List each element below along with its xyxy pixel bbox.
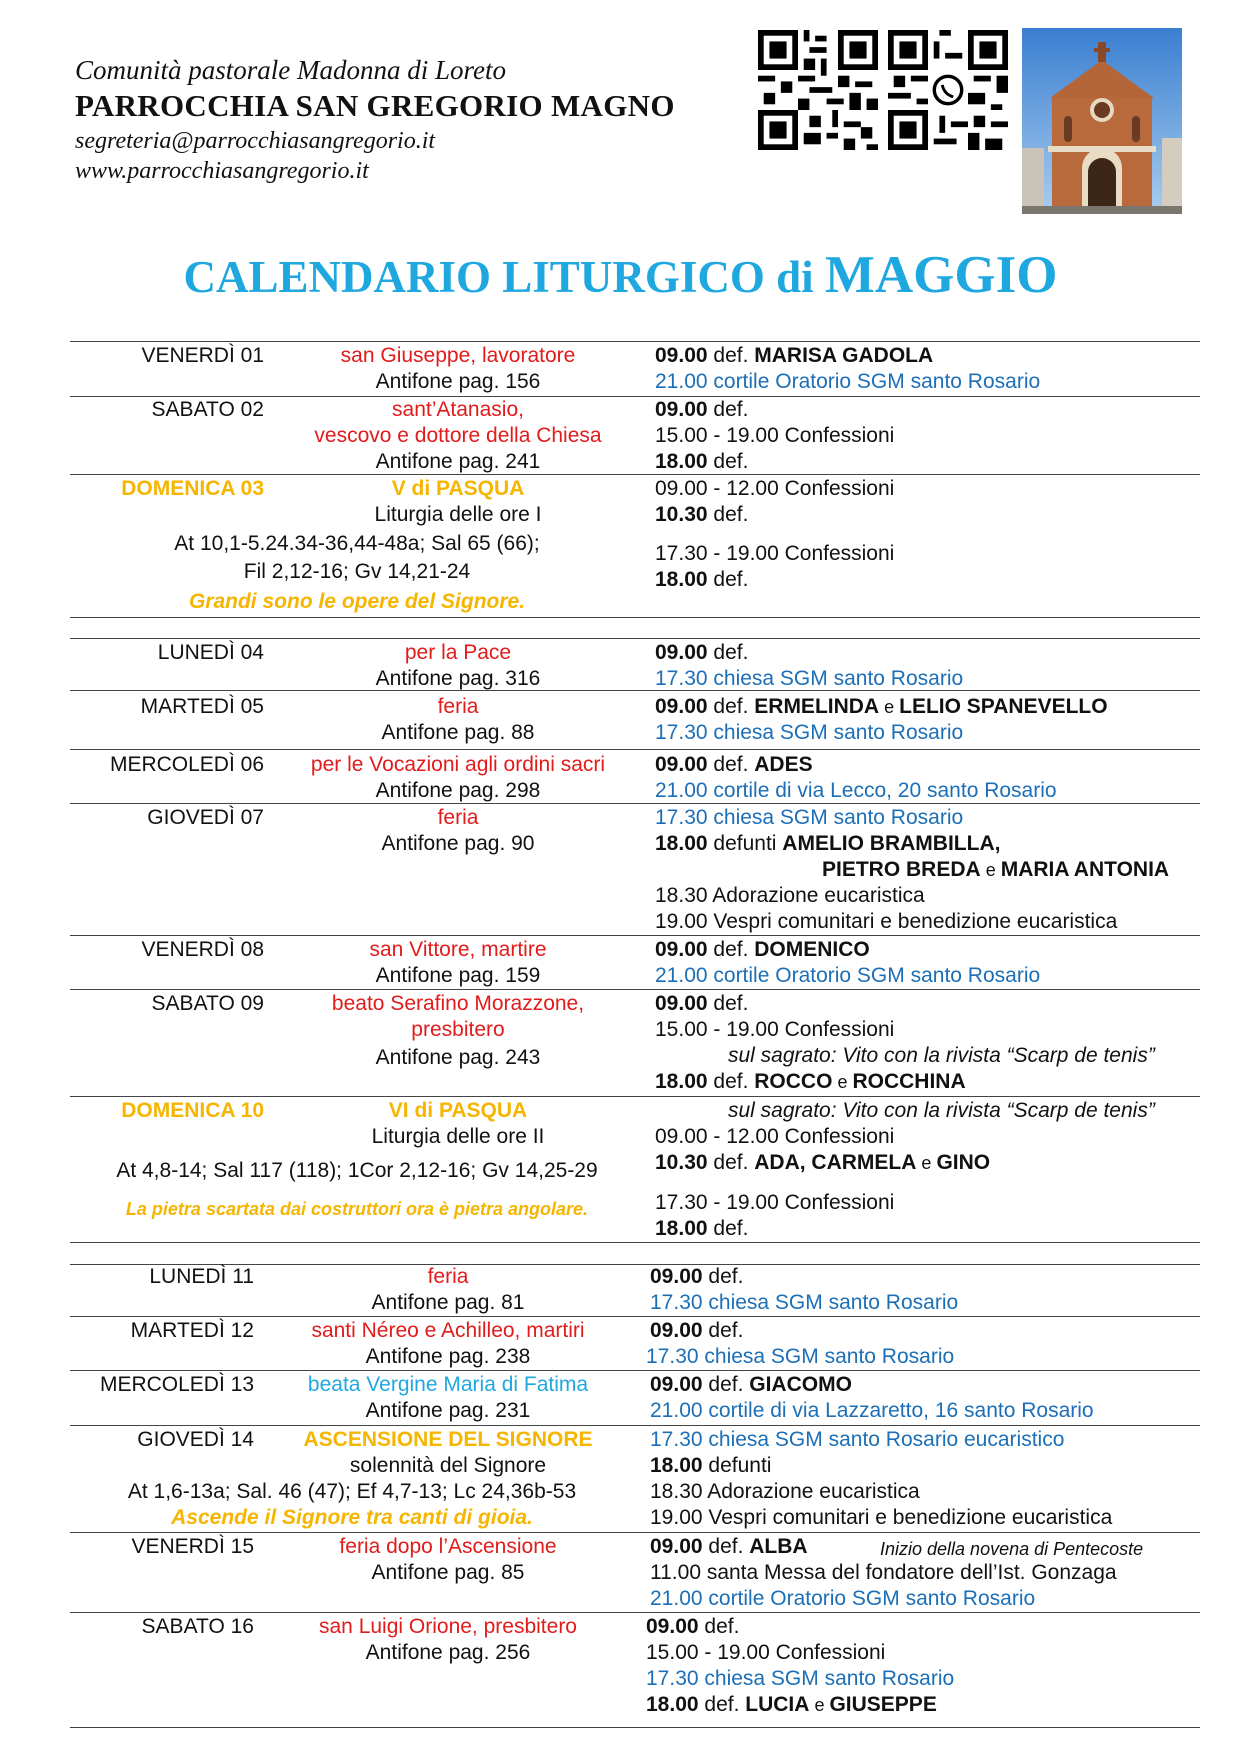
feast-name: VI di PASQUA: [388, 1099, 528, 1122]
feast-name: feria: [427, 1265, 469, 1288]
row-divider: [70, 749, 1200, 750]
readings-cont: Fil 2,12-16; Gv 14,21-24: [243, 560, 471, 583]
rosary-event: 21.00 cortile Oratorio SGM santo Rosario: [655, 964, 1041, 987]
mass-intention-cont: PIETRO BREDA e MARIA ANTONIA: [822, 858, 1170, 881]
row-divider: [70, 474, 1200, 475]
mass-intention: 10.30 def.: [655, 503, 749, 526]
rosary-event: 17.30 chiesa SGM santo Rosario: [655, 667, 964, 690]
feast-name: beato Serafino Morazzone,: [331, 992, 585, 1015]
feast-name: san Vittore, martire: [369, 938, 547, 961]
parish-website[interactable]: www.parrocchiasangregorio.it: [75, 158, 369, 184]
feast-name: san Giuseppe, lavoratore: [340, 344, 576, 367]
antifone-ref: Antifone pag. 156: [375, 370, 541, 393]
feast-name: feria: [437, 695, 479, 718]
rosary-event: 17.30 chiesa SGM santo Rosario: [646, 1667, 955, 1690]
mass-intention: 09.00 def. ERMELINDA e LELIO SPANEVELLO: [655, 695, 1108, 718]
church-photo: [1022, 28, 1182, 214]
mass-intention: 18.00 defunti: [650, 1454, 772, 1477]
readings: At 1,6-13a; Sal. 46 (47); Ef 4,7-13; Lc 24,36b-53: [127, 1480, 577, 1503]
feast-name: ASCENSIONE DEL SIGNORE: [303, 1428, 593, 1451]
row-divider: [70, 989, 1200, 990]
row-divider: [70, 1612, 1200, 1613]
feast-name: sant’Atanasio,: [392, 398, 524, 421]
mass-intention: 18.00 def.: [655, 568, 749, 591]
day-label: VENERDÌ 08: [141, 938, 264, 961]
mass-intention: 18.00 def.: [655, 450, 749, 473]
feast-name: per la Pace: [404, 641, 512, 664]
rosary-event: 17.30 chiesa SGM santo Rosario: [646, 1345, 955, 1368]
mass-intention: 09.00 def.: [655, 992, 749, 1015]
day-label: MERCOLEDÌ 06: [109, 753, 264, 776]
row-divider: [70, 690, 1200, 691]
confession-event: 15.00 - 19.00 Confessioni: [646, 1641, 886, 1664]
rosary-event: 21.00 cortile di via Lazzaretto, 16 santo Rosario: [650, 1399, 1094, 1422]
rosary-event: 17.30 chiesa SGM santo Rosario eucaristico: [650, 1428, 1065, 1451]
psalm-response: Grandi sono le opere del Signore.: [188, 590, 526, 613]
confession-event: 15.00 - 19.00 Confessioni: [655, 424, 895, 447]
vespers-event: 19.00 Vespri comunitari e benedizione eucaristica: [650, 1506, 1113, 1529]
rosary-event: 21.00 cortile Oratorio SGM santo Rosario: [655, 370, 1041, 393]
feast-name: san Luigi Orione, presbitero: [319, 1615, 577, 1638]
psalm-response: Ascende il Signore tra canti di gioia.: [171, 1506, 533, 1529]
feast-name-cont: presbitero: [411, 1018, 505, 1041]
parish-name: PARROCCHIA SAN GREGORIO MAGNO: [75, 88, 675, 123]
row-divider: [70, 1727, 1200, 1728]
mass-intention: 09.00 def. GIACOMO: [650, 1373, 852, 1396]
antifone-ref: Antifone pag. 243: [375, 1046, 541, 1069]
day-label: SABATO 16: [141, 1615, 254, 1638]
feast-name: feria dopo l’Ascensione: [339, 1535, 557, 1558]
adoration-event: 18.30 Adorazione eucaristica: [655, 884, 925, 907]
readings: At 10,1-5.24.34-36,44-48a; Sal 65 (66);: [174, 532, 540, 555]
confession-event: 17.30 - 19.00 Confessioni: [655, 542, 895, 565]
solemnity-label: solennità del Signore: [349, 1454, 547, 1477]
row-divider: [70, 638, 1200, 639]
mass-intention: 09.00 def. ADES: [655, 753, 813, 776]
psalm-response: La pietra scartata dai costruttori ora è pietra angolare.: [125, 1199, 589, 1219]
mass-intention: 10.30 def. ADA, CARMELA e GINO: [655, 1151, 991, 1174]
parish-email[interactable]: segreteria@parrocchiasangregorio.it: [75, 128, 436, 154]
confession-event: 15.00 - 19.00 Confessioni: [655, 1018, 895, 1041]
mass-event: 11.00 santa Messa del fondatore dell’Ist. Gonzaga: [650, 1561, 1117, 1584]
feast-name: santi Néreo e Achilleo, martiri: [311, 1319, 585, 1342]
notice: sul sagrato: Vito con la rivista “Scarp de tenis”: [728, 1099, 1155, 1122]
rosary-event: 17.30 chiesa SGM santo Rosario: [655, 721, 964, 744]
day-label: GIOVEDÌ 14: [137, 1428, 254, 1451]
feast-name-cont: vescovo e dottore della Chiesa: [314, 424, 602, 447]
notice: sul sagrato: Vito con la rivista “Scarp de tenis”: [728, 1044, 1155, 1067]
row-divider: [70, 1425, 1200, 1426]
antifone-ref: Antifone pag. 90: [381, 832, 535, 855]
mass-intention: 18.00 def. ROCCO e ROCCHINA: [655, 1070, 966, 1093]
confession-event: 09.00 - 12.00 Confessioni: [655, 1125, 895, 1148]
qr-code-website[interactable]: [758, 30, 878, 150]
antifone-ref: Antifone pag. 241: [375, 450, 541, 473]
parish-header: [75, 54, 675, 186]
antifone-ref: Antifone pag. 298: [375, 779, 541, 802]
mass-intention: 09.00 def.: [655, 641, 749, 664]
novena-note: Inizio della novena di Pentecoste: [880, 1539, 1144, 1559]
adoration-event: 18.30 Adorazione eucaristica: [650, 1480, 920, 1503]
antifone-ref: Antifone pag. 159: [375, 964, 541, 987]
mass-intention: 18.00 def.: [655, 1217, 749, 1240]
day-label: MARTEDÌ 05: [140, 695, 264, 718]
qr-code-whatsapp[interactable]: [888, 30, 1008, 150]
mass-intention: 09.00 def. MARISA GADOLA: [655, 344, 934, 367]
mass-intention: 09.00 def. DOMENICO: [655, 938, 870, 961]
mass-intention: 18.00 defunti AMELIO BRAMBILLA,: [655, 832, 1001, 855]
row-divider: [70, 1096, 1200, 1097]
confession-event: 09.00 - 12.00 Confessioni: [655, 477, 895, 500]
antifone-ref: Antifone pag. 231: [365, 1399, 531, 1422]
row-divider: [70, 1532, 1200, 1533]
row-divider: [70, 935, 1200, 936]
feast-name: V di PASQUA: [391, 477, 525, 500]
antifone-ref: Antifone pag. 81: [371, 1291, 525, 1314]
day-label: GIOVEDÌ 07: [147, 806, 264, 829]
mass-intention: 09.00 def. ALBA: [650, 1535, 808, 1558]
rosary-event: 21.00 cortile Oratorio SGM santo Rosario: [650, 1587, 1036, 1610]
feast-name: feria: [437, 806, 479, 829]
month-name: MAGGIO: [824, 246, 1058, 304]
row-divider: [70, 1242, 1200, 1243]
day-label: SABATO 09: [151, 992, 264, 1015]
vespers-event: 19.00 Vespri comunitari e benedizione eucaristica: [655, 910, 1118, 933]
row-divider: [70, 341, 1200, 342]
mass-intention: 09.00 def.: [646, 1615, 740, 1638]
day-label: LUNEDÌ 11: [149, 1265, 254, 1288]
antifone-ref: Antifone pag. 316: [375, 667, 541, 690]
day-label-sunday: DOMENICA 03: [121, 477, 264, 500]
day-label: VENERDÌ 15: [131, 1535, 254, 1558]
community-name: Comunità pastorale Madonna di Loreto: [75, 55, 507, 85]
mass-intention: 09.00 def.: [650, 1265, 744, 1288]
calendar-title: CALENDARIO LITURGICO di MAGGIO: [183, 246, 1058, 304]
antifone-ref: Antifone pag. 88: [381, 721, 535, 744]
day-label: MERCOLEDÌ 13: [99, 1373, 254, 1396]
antifone-ref: Antifone pag. 238: [365, 1345, 531, 1368]
feast-name: per le Vocazioni agli ordini sacri: [310, 753, 606, 776]
mass-intention: 09.00 def.: [655, 398, 749, 421]
confession-event: 17.30 - 19.00 Confessioni: [655, 1191, 895, 1214]
rosary-event: 17.30 chiesa SGM santo Rosario: [650, 1291, 959, 1314]
row-divider: [70, 1370, 1200, 1371]
rosary-event: 17.30 chiesa SGM santo Rosario: [655, 806, 964, 829]
antifone-ref: Antifone pag. 256: [365, 1641, 531, 1664]
feast-name: beata Vergine Maria di Fatima: [307, 1373, 589, 1396]
antifone-ref: Antifone pag. 85: [371, 1561, 525, 1584]
day-label: MARTEDÌ 12: [130, 1319, 254, 1342]
mass-intention: 18.00 def. LUCIA e GIUSEPPE: [646, 1693, 937, 1716]
liturgy-hours: Liturgia delle ore II: [371, 1125, 545, 1148]
row-divider: [70, 617, 1200, 618]
day-label: VENERDÌ 01: [141, 344, 264, 367]
rosary-event: 21.00 cortile di via Lecco, 20 santo Rosario: [655, 779, 1057, 802]
mass-intention: 09.00 def.: [650, 1319, 744, 1342]
row-divider: [70, 1316, 1200, 1317]
day-label: SABATO 02: [151, 398, 264, 421]
liturgy-hours: Liturgia delle ore I: [374, 503, 542, 526]
day-label-sunday: DOMENICA 10: [121, 1099, 264, 1122]
day-label: LUNEDÌ 04: [157, 641, 264, 664]
readings: At 4,8-14; Sal 117 (118); 1Cor 2,12-16; Gv 14,25-29: [116, 1159, 598, 1182]
